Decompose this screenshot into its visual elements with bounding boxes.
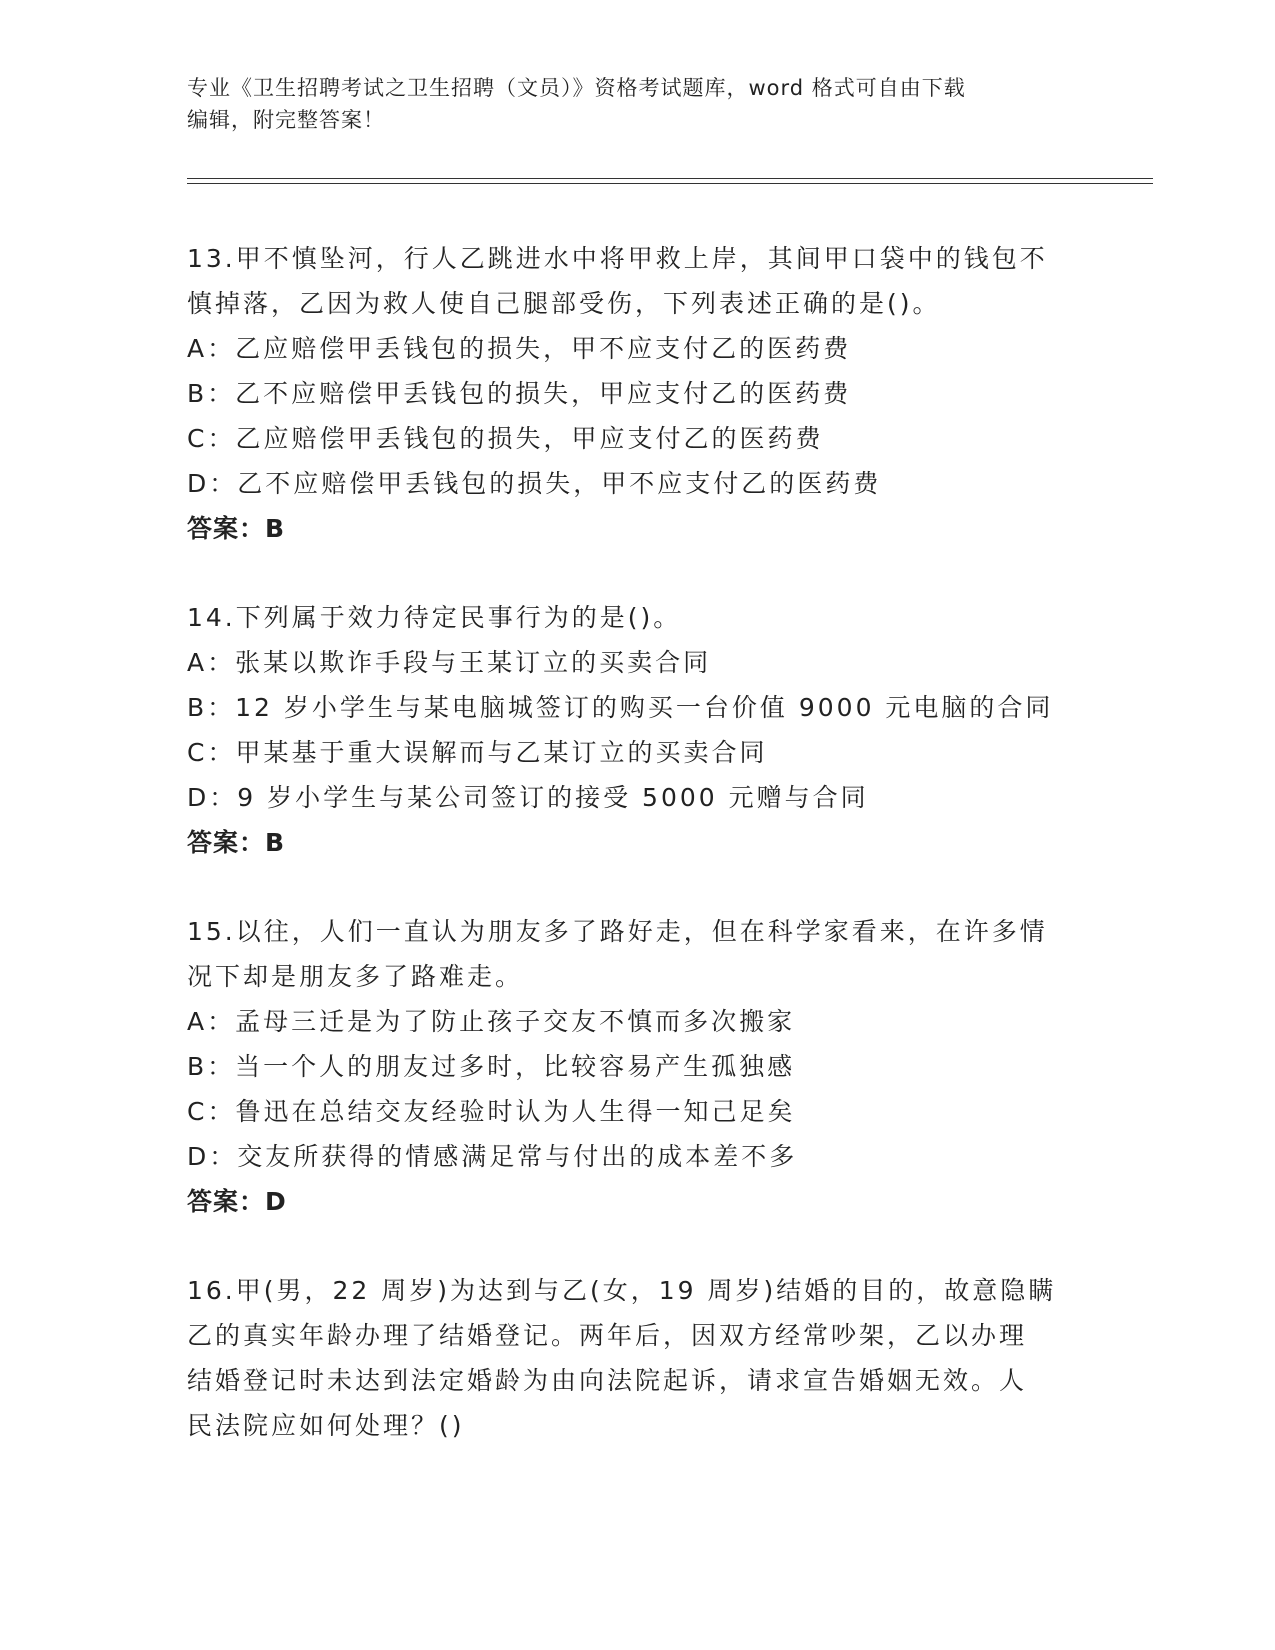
question-stem-line: 况下却是朋友多了路难走。 <box>187 962 524 991</box>
question-stem-line: 13.甲不慎坠河，行人乙跳进水中将甲救上岸，其间甲口袋中的钱包不 <box>187 244 1048 273</box>
question-stem-line: 民法院应如何处理？() <box>187 1411 465 1440</box>
option-d: D：交友所获得的情感满足常与付出的成本差不多 <box>187 1142 798 1171</box>
option-d: D：乙不应赔偿甲丢钱包的损失，甲不应支付乙的医药费 <box>187 469 882 498</box>
option-d: D：9 岁小学生与某公司签订的接受 5000 元赠与合同 <box>187 783 869 812</box>
header-line-2: 编辑，附完整答案！ <box>187 108 385 132</box>
header-divider-top <box>187 178 1153 179</box>
answer: 答案：B <box>187 514 286 543</box>
answer: 答案：B <box>187 828 286 857</box>
question-16 <box>187 1268 1087 1448</box>
option-c: C：甲某基于重大误解而与乙某订立的买卖合同 <box>187 738 768 767</box>
question-stem-line: 16.甲(男，22 周岁)为达到与乙(女，19 周岁)结婚的目的，故意隐瞒 <box>187 1276 1057 1305</box>
question-stem-line: 慎掉落，乙因为救人使自己腿部受伤，下列表述正确的是()。 <box>187 289 941 318</box>
question-15 <box>187 909 1087 1224</box>
option-b: B：乙不应赔偿甲丢钱包的损失，甲应支付乙的医药费 <box>187 379 852 408</box>
question-14 <box>187 595 1087 865</box>
option-c: C：乙应赔偿甲丢钱包的损失，甲应支付乙的医药费 <box>187 424 824 453</box>
answer: 答案：D <box>187 1187 287 1216</box>
option-b: B：当一个人的朋友过多时，比较容易产生孤独感 <box>187 1052 796 1081</box>
option-b: B：12 岁小学生与某电脑城签订的购买一台价值 9000 元电脑的合同 <box>187 693 1054 722</box>
question-stem-line: 结婚登记时未达到法定婚龄为由向法院起诉，请求宣告婚姻无效。人 <box>187 1366 1028 1395</box>
question-stem-line: 15.以往，人们一直认为朋友多了路好走，但在科学家看来，在许多情 <box>187 917 1048 946</box>
option-a: A：乙应赔偿甲丢钱包的损失，甲不应支付乙的医药费 <box>187 334 852 363</box>
question-list <box>187 236 1087 1492</box>
header-divider-bottom <box>187 183 1153 184</box>
question-stem-line: 乙的真实年龄办理了结婚登记。两年后，因双方经常吵架，乙以办理 <box>187 1321 1028 1350</box>
header-line-1: 专业《卫生招聘考试之卫生招聘（文员）》资格考试题库，word 格式可自由下载 <box>187 76 966 100</box>
document-header <box>187 72 1087 136</box>
question-stem-line: 14.下列属于效力待定民事行为的是()。 <box>187 603 682 632</box>
option-a: A：孟母三迁是为了防止孩子交友不慎而多次搬家 <box>187 1007 796 1036</box>
question-13 <box>187 236 1087 551</box>
option-c: C：鲁迅在总结交友经验时认为人生得一知己足矣 <box>187 1097 796 1126</box>
option-a: A：张某以欺诈手段与王某订立的买卖合同 <box>187 648 712 677</box>
